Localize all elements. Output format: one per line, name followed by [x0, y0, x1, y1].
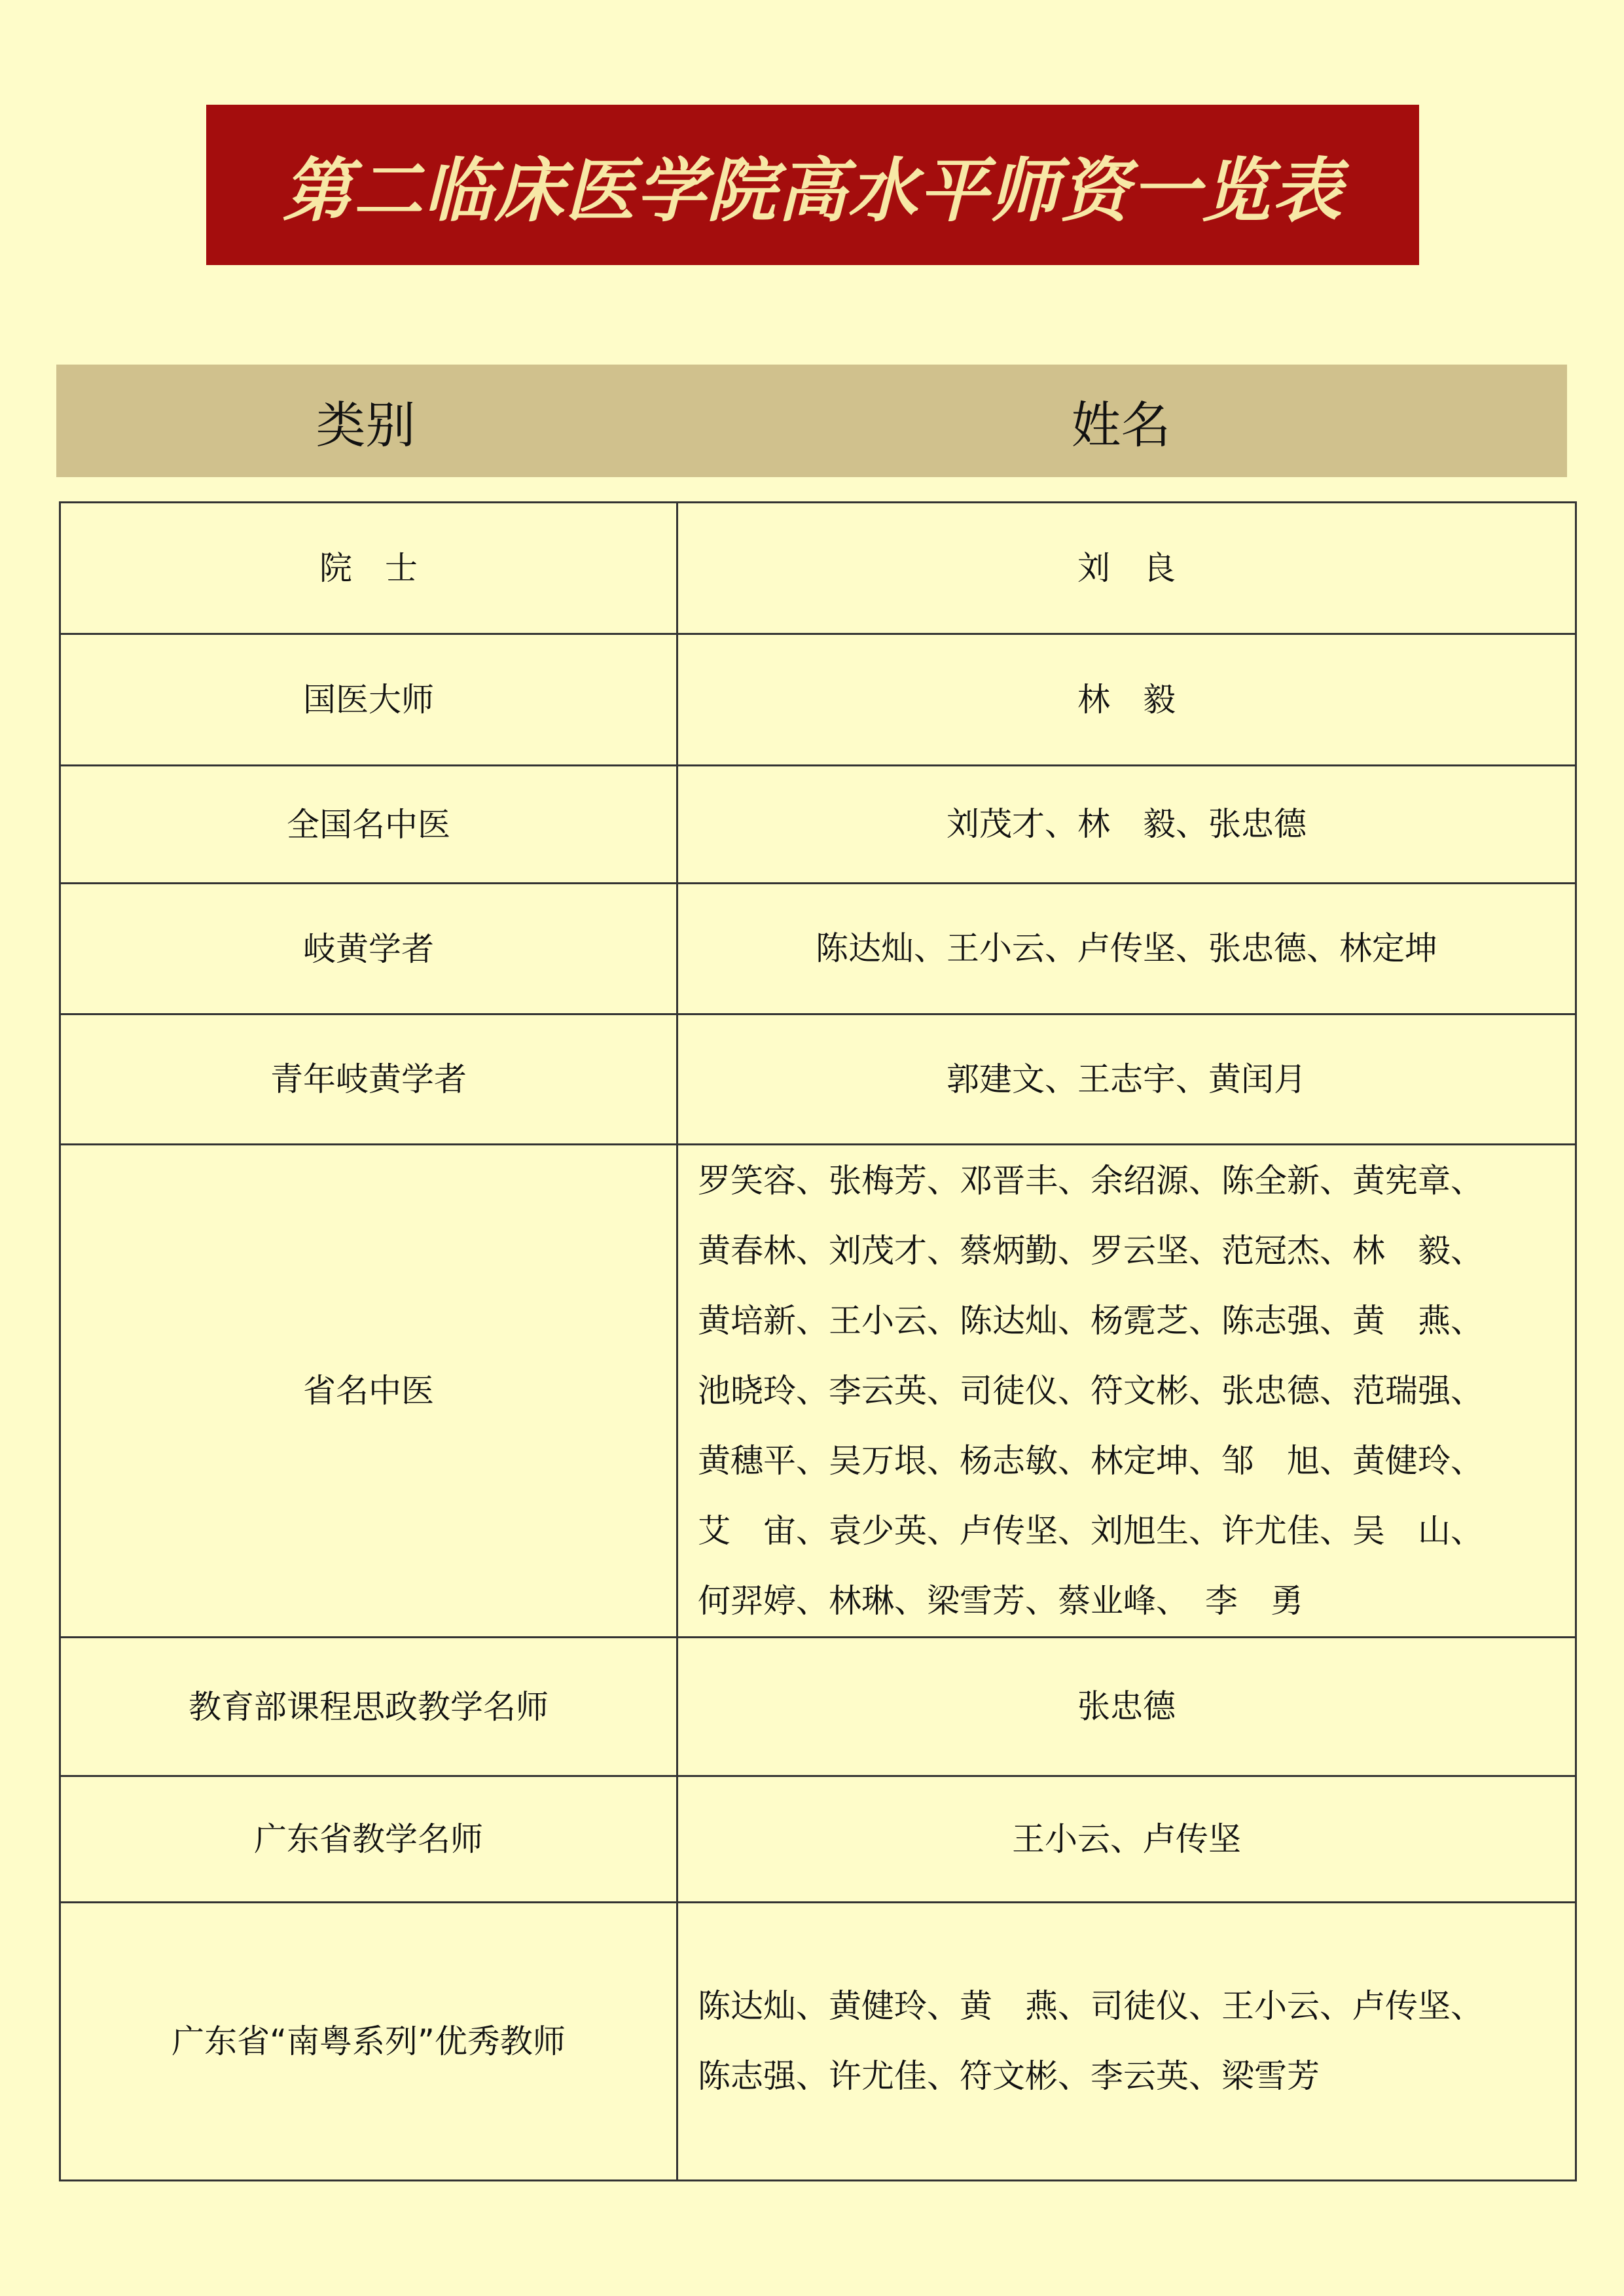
- category-cell: 广东省教学名师: [60, 1776, 677, 1903]
- names-cell: [677, 1145, 1576, 1638]
- table-row: [60, 766, 1576, 884]
- names-cell: [677, 503, 1576, 634]
- table-row: [60, 1145, 1576, 1638]
- names-line: 陈达灿、黄健玲、黄 燕、司徒仪、王小云、卢传坚、: [698, 1987, 1483, 2025]
- names-cell: [677, 884, 1576, 1014]
- names-line: 刘 良: [1077, 548, 1176, 587]
- table-row: [60, 1903, 1576, 2181]
- category-cell: 青年岐黄学者: [60, 1014, 677, 1145]
- category-cell: 院 士: [60, 503, 677, 634]
- names-line: 刘茂才、林 毅、张忠德: [947, 805, 1307, 843]
- category-cell: 国医大师: [60, 634, 677, 766]
- names-line: 黄春林、刘茂才、蔡炳勤、罗云坚、范冠杰、林 毅、: [698, 1231, 1483, 1270]
- category-cell: 全国名中医: [60, 766, 677, 884]
- names-line: 陈志强、许尤佳、符文彬、李云英、梁雪芳: [698, 2057, 1320, 2095]
- names-line: 郭建文、王志宇、黄闰月: [947, 1060, 1307, 1098]
- page-title: 第二临床医学院高水平师资一览表: [282, 150, 1343, 231]
- names-line: 陈达灿、王小云、卢传坚、张忠德、林定坤: [816, 929, 1437, 967]
- title-banner: [206, 105, 1419, 265]
- names-cell: [677, 1903, 1576, 2181]
- names-line: 张忠德: [1077, 1687, 1176, 1725]
- names-line: 艾 宙、袁少英、卢传坚、刘旭生、许尤佳、吴 山、: [698, 1511, 1483, 1550]
- names-cell: [677, 634, 1576, 766]
- category-cell: 岐黄学者: [60, 884, 677, 1014]
- names-cell: [677, 766, 1576, 884]
- names-cell: [677, 1776, 1576, 1903]
- names-line: 池晓玲、李云英、司徒仪、符文彬、张忠德、范瑞强、: [698, 1371, 1483, 1410]
- category-cell: 广东省“南粤系列”优秀教师: [60, 1903, 677, 2181]
- table-row: [60, 634, 1576, 766]
- names-cell: [677, 1014, 1576, 1145]
- names-line: 王小云、卢传坚: [1012, 1820, 1241, 1858]
- names-cell: [677, 1638, 1576, 1776]
- names-line: 何羿婷、林琳、梁雪芳、蔡业峰、 李 勇: [698, 1581, 1303, 1620]
- faculty-table: [59, 501, 1577, 2181]
- names-line: 林 毅: [1077, 680, 1176, 719]
- names-line: 罗笑容、张梅芳、邓晋丰、余绍源、陈全新、黄宪章、: [698, 1161, 1483, 1200]
- category-cell: 省名中医: [60, 1145, 677, 1638]
- names-line: 黄培新、王小云、陈达灿、杨霓芝、陈志强、黄 燕、: [698, 1301, 1483, 1340]
- header-name: 姓名: [1071, 395, 1171, 454]
- header-category: 类别: [316, 395, 416, 454]
- table-row: [60, 1776, 1576, 1903]
- table-row: [60, 503, 1576, 634]
- table-row: [60, 1014, 1576, 1145]
- table-row: [60, 1638, 1576, 1776]
- table-row: [60, 884, 1576, 1014]
- table-header: [56, 365, 1567, 477]
- names-line: 黄穗平、吴万垠、杨志敏、林定坤、邹 旭、黄健玲、: [698, 1441, 1483, 1480]
- category-cell: 教育部课程思政教学名师: [60, 1638, 677, 1776]
